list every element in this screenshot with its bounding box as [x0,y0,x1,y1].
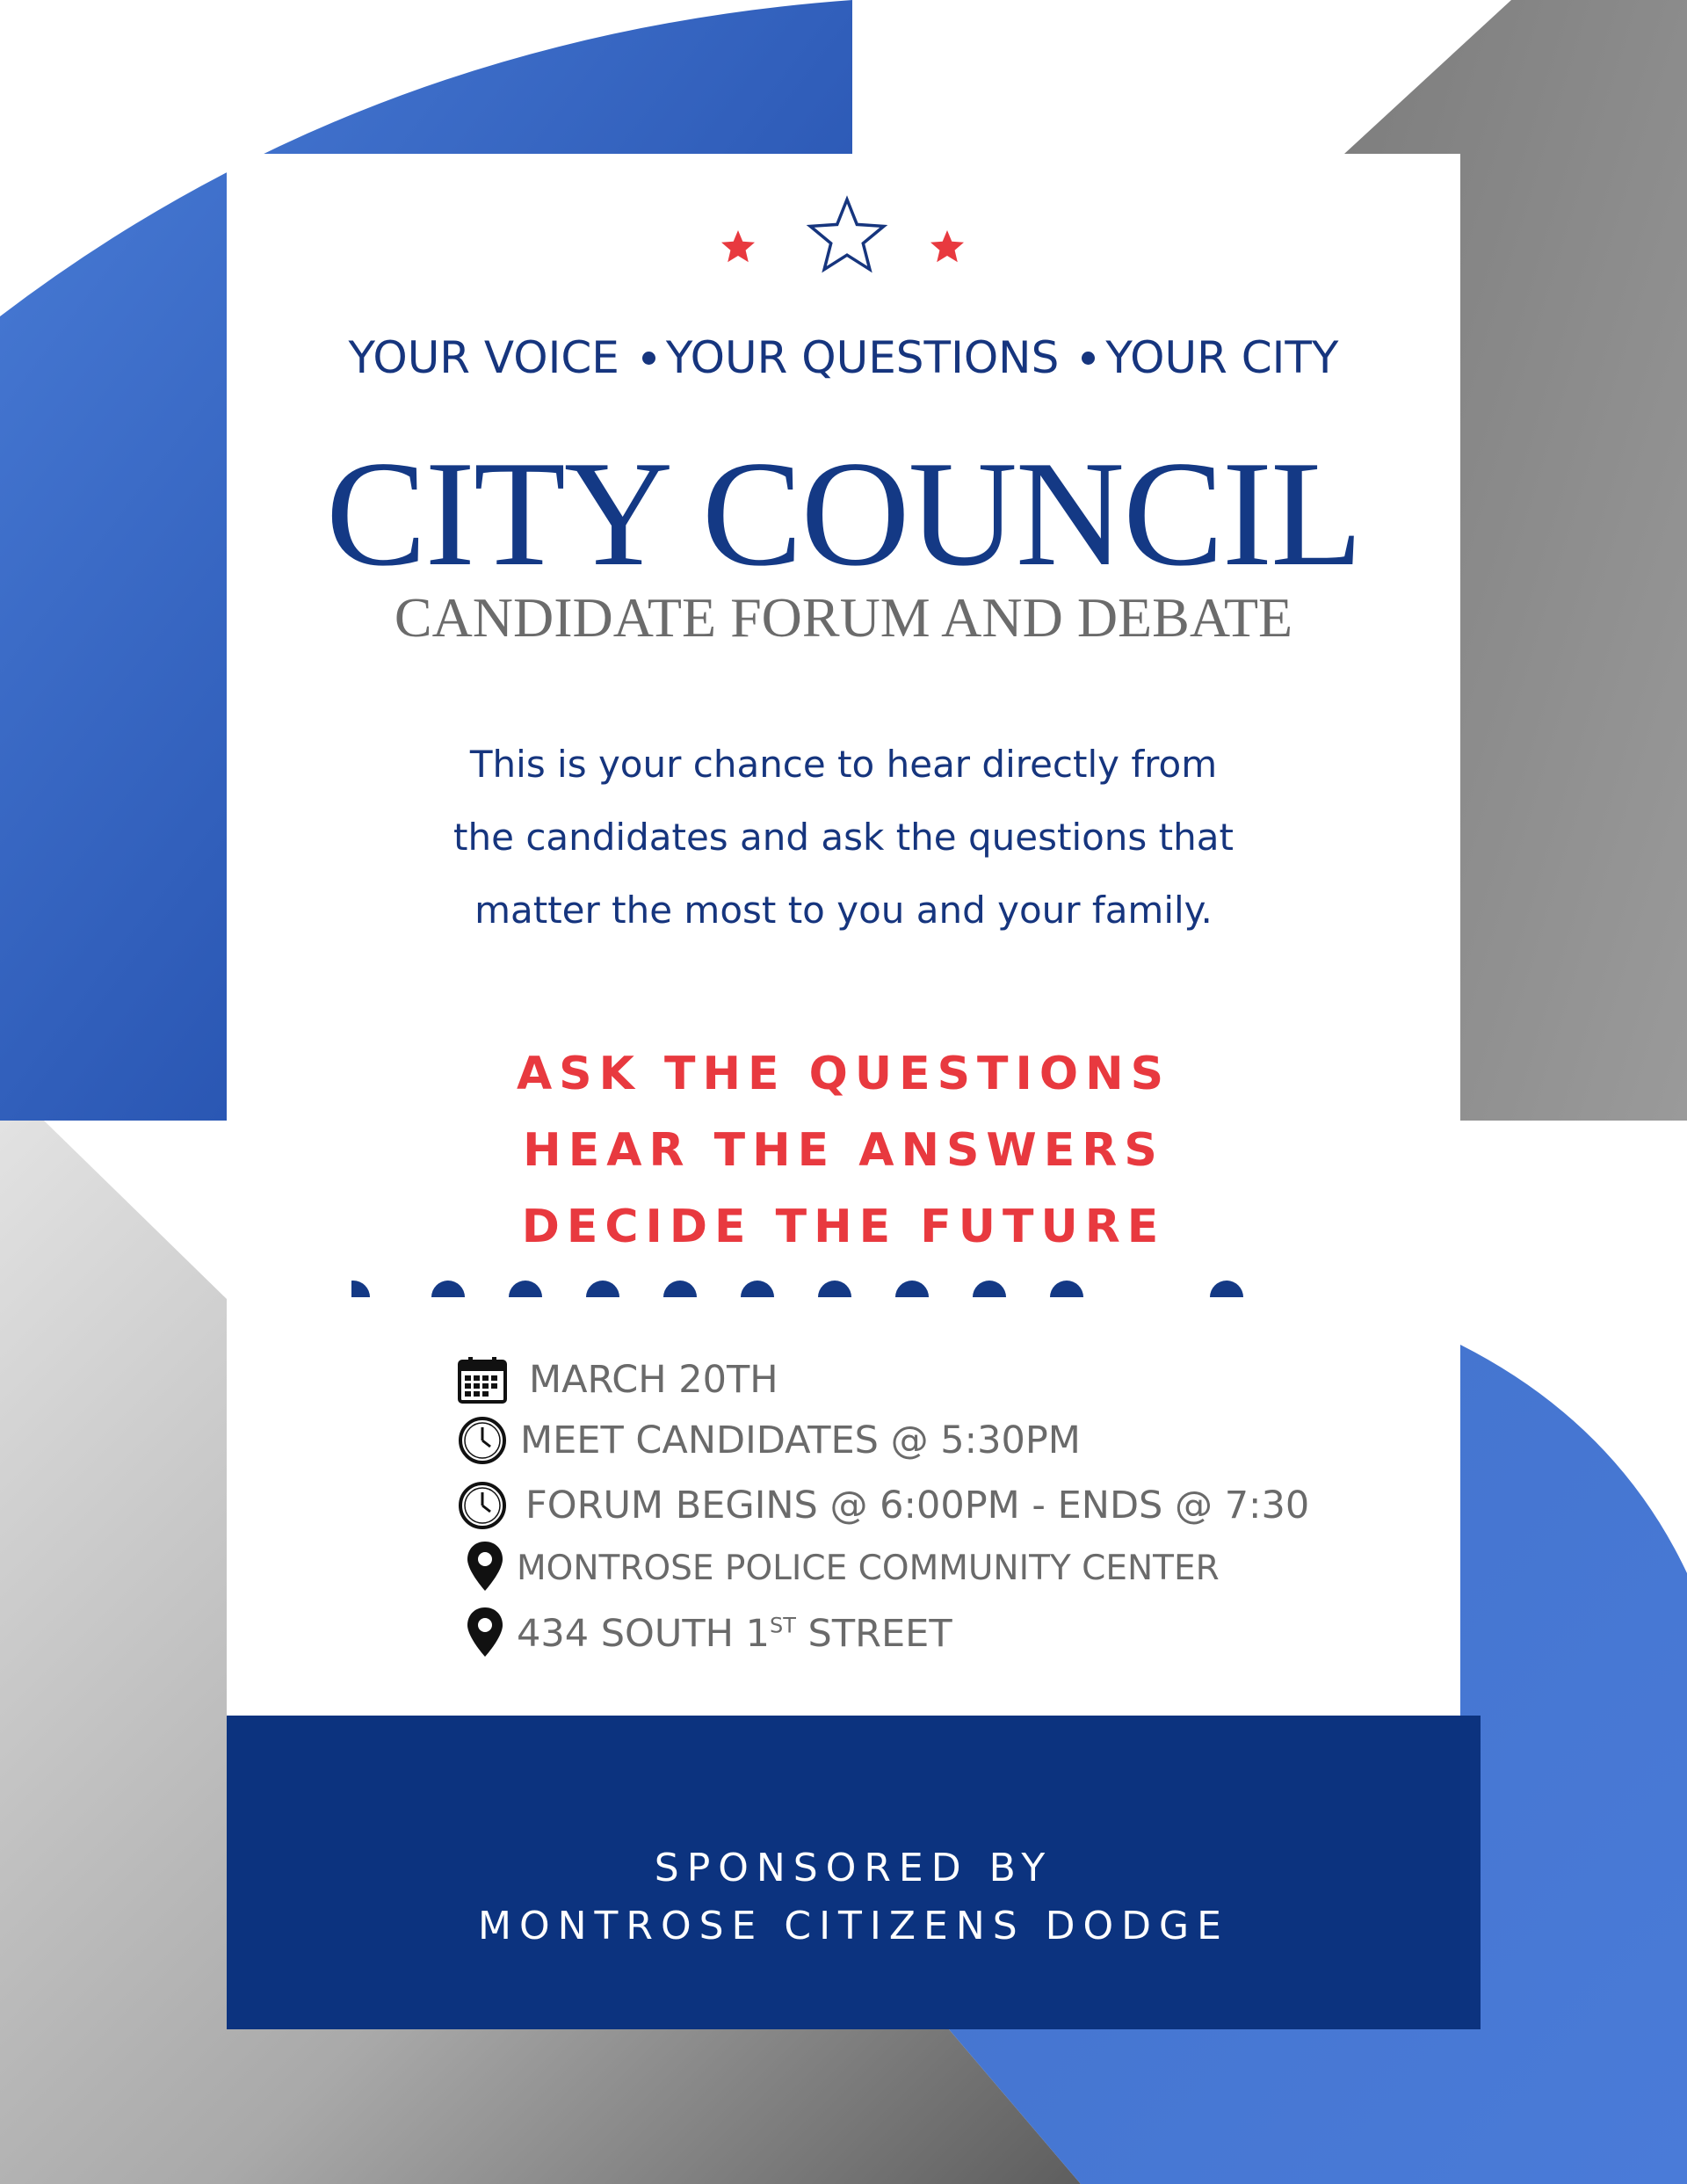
detail-meet [457,1411,1081,1469]
detail-venue [457,1539,1220,1597]
address-prefix: 434 SOUTH 1 [517,1612,770,1656]
location-pin-icon [457,1605,518,1663]
date-text: MARCH 20TH [529,1358,778,1402]
tagline-voice: YOUR VOICE [348,332,619,383]
description-line: the candidates and ask the questions that [453,816,1234,859]
page-title: CITY COUNCIL [325,431,1362,598]
cta-hear: HEAR THE ANSWERS [523,1124,1164,1177]
venue-text: MONTROSE POLICE COMMUNITY CENTER [517,1548,1220,1588]
stars-row [703,195,984,294]
meet-text: MEET CANDIDATES @ 5:30PM [520,1419,1081,1462]
detail-address [457,1605,952,1663]
bullet-dot [1082,352,1095,365]
description [227,728,1460,947]
star-filled-icon [930,230,964,262]
tagline [227,332,1460,383]
sponsor-label: SPONSORED BY [654,1846,1053,1890]
calendar-icon [457,1351,518,1409]
detail-forum [457,1477,1309,1535]
description-line: matter the most to you and your family. [474,889,1213,932]
dot-divider [351,1266,1265,1297]
description-line: This is your chance to hear directly from [469,743,1218,786]
address-ordinal: ST [769,1613,796,1638]
bullet-dot [642,352,655,365]
address-suffix: STREET [795,1612,952,1656]
forum-text: FORUM BEGINS @ 6:00PM - ENDS @ 7:30 [525,1484,1310,1527]
clock-icon [457,1477,518,1535]
cta-ask: ASK THE QUESTIONS [516,1048,1171,1100]
detail-date [457,1351,778,1409]
sponsor-name: MONTROSE CITIZENS DODGE [478,1904,1229,1948]
dot-divider-mask [227,1297,1460,1324]
cta-decide: DECIDE THE FUTURE [521,1201,1166,1253]
page-subtitle: CANDIDATE FORUM AND DEBATE [394,586,1293,649]
location-pin-icon [457,1539,518,1597]
star-filled-icon [721,230,755,262]
tagline-city: YOUR CITY [1105,332,1339,383]
address-text [517,1612,952,1656]
sponsor-banner [227,1716,1481,2029]
clock-icon [457,1411,518,1469]
star-outline-icon [810,200,884,270]
tagline-questions: YOUR QUESTIONS [665,332,1060,383]
